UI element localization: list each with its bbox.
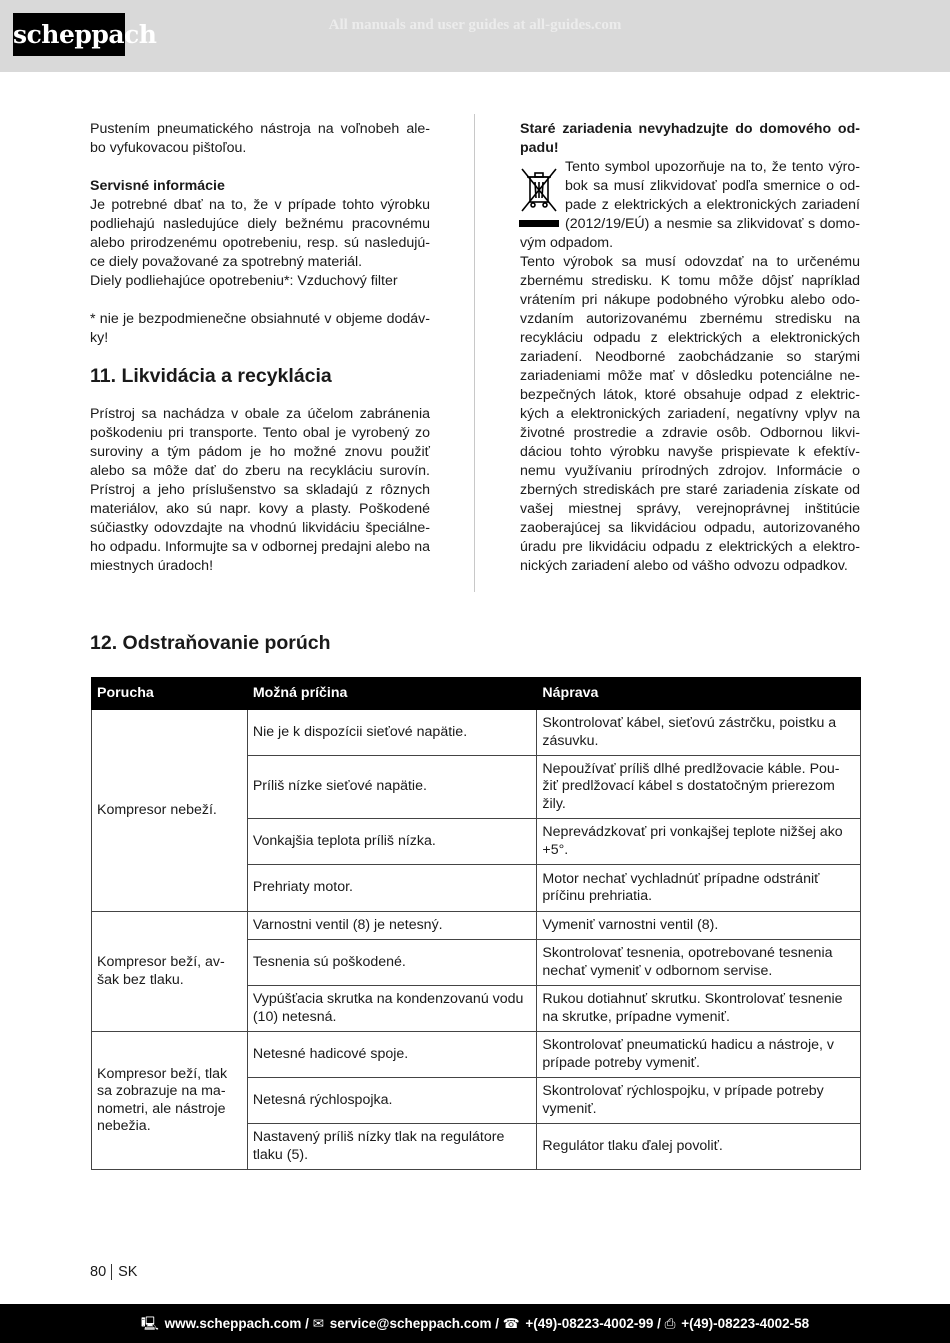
remedy-cell: Skontrolovať pneumatickú hadicu a nástroje, v prípade potreby vymeniť. [537,1032,861,1078]
column-divider [474,114,475,592]
column-header: Možná príčina [247,678,537,710]
phone-icon: ☎ [502,1316,520,1331]
table-row [92,1032,861,1078]
section-11-title: 11. Likvidácia a recyklácia [90,365,332,387]
left-column [90,120,430,576]
remedy-cell: Vymeniť varnostni ventil (8). [537,912,861,940]
fault-cell: Kompresor beží, av-šak bez tlaku. [92,912,248,1032]
remedy-cell: Regulátor tlaku ďalej povoliť. [537,1124,861,1170]
watermark-text: All manuals and user guides at all-guides.com [328,17,622,33]
disposal-heading: Staré zariadenia nevyhadzujte do domového od-padu! [520,121,860,156]
cause-cell: Nastavený príliš nízky tlak na regulátore tlaku (5). [247,1124,537,1170]
column-header: Porucha [92,678,248,710]
disposal-paragraph: Tento výrobok sa musí odovzdať na to určenému zbernému stredisku. K tomu môže dôjsť napríklad vrátením pri nákupe podobného výrobku alebo odo-vzdaním autorizovanému zbernému stredisku na recykláciu odpadu z elektrických a elektronických zariadení. Neodborné zaobchádzanie so starými zariadeniami môže mať v dôsledku potenciálne ne-bezpečných látok, ktoré obsahuje odpad z elektric-kých a elektronických zariadení, negatívny vplyv na životné prostredie a zdravie osôb. Odbornou likvi-dáciou tohto výrobku navyše prispievate k efektív-nemu využívaniu prírodných zdrojov. Informácie o zberných strediskách pre staré zariadenia získate od vašej miestnej správy, verejnoprávnej inštitúcie zaoberajúcej sa likvidáciou odpadu, autorizovaného úradu pre likvidáciu odpadu z elektrických a elektro-nických zariadení alebo od vášho odvozu odpadkov. [520,254,860,574]
wear-parts-line: Diely podliehajúce opotrebeniu*: Vzduchový filter [90,273,398,289]
remedy-cell: Neprevádzkovať pri vonkajšej teplote nižšej ako +5°. [537,819,861,865]
table-row [92,710,861,756]
right-column [520,120,860,576]
footer-separator: / [653,1316,665,1331]
footer-separator: / [491,1316,503,1331]
footnote: * nie je bezpodmienečne obsiahnuté v objeme dodáv-ky! [90,311,430,346]
fault-cell: Kompresor nebeží. [92,710,248,912]
cause-cell: Tesnenia sú poškodené. [247,940,537,986]
table-row [92,912,861,940]
footer-bar [0,1304,950,1343]
section-11-paragraph: Prístroj sa nachádza v obale za účelom zabránenia poškodeniu pri transporte. Tento obal je vyrobený zo suroviny a tým pádom je ho možné znovu použiť alebo sa môže dať do zberu na recykláciu surovín. Prístroj a jeho príslušenstvo sa skladajú z rôznych materiálov, ako sú napr. kovy a plasty. Poškodené súčiastky odovzdajte na vhodnú likvidáciu špeciálne-ho odpadu. Informujte sa v odbornej predajni alebo na miestnych úradoch! [90,406,430,574]
remedy-cell: Skontrolovať tesnenia, opotrebované tesnenia nechať vymeniť v odbornom servise. [537,940,861,986]
fault-cell: Kompresor beží, tlak sa zobrazuje na ma-nometri, ale nástroje nebežia. [92,1032,248,1170]
cause-cell: Vonkajšia teplota príliš nízka. [247,819,537,865]
cause-cell: Príliš nízke sieťové napätie. [247,756,537,819]
page-number-value: 80 [90,1264,107,1280]
cause-cell: Netesná rýchlospojka. [247,1078,537,1124]
footer-website-link[interactable]: www.scheppach.com [164,1316,302,1331]
remedy-cell: Rukou dotiahnuť skrutku. Skontrolovať tesnenie na skrutke, prípadne vymeniť. [537,986,861,1032]
table-header-row [92,678,861,710]
cause-cell: Prehriaty motor. [247,865,537,912]
symbol-paragraph: Tento symbol upozorňuje na to, že tento výro-bok sa musí zlikvidovať podľa smernice o od-pade z elektrických a elektronických zariadení (2012/19/EÚ) a nesmie sa zlikvidovať s domo-vým odpadom. [520,159,860,251]
service-heading: Servisné informácie [90,178,225,194]
mail-icon: ✉ [312,1316,324,1331]
troubleshooting-table [91,677,861,1170]
cause-cell: Netesné hadicové spoje. [247,1032,537,1078]
remedy-cell: Skontrolovať kábel, sieťovú zástrčku, poistku a zásuvku. [537,710,861,756]
crossed-bin-icon [519,165,559,229]
header-bar [0,0,950,72]
intro-paragraph: Pustením pneumatického nástroja na voľnobeh ale-bo vyfukovacou pištoľou. [90,121,430,156]
page-number [90,1264,137,1280]
column-header: Náprava [537,678,861,710]
footer-separator: / [301,1316,313,1331]
page-language: SK [118,1264,138,1280]
computer-icon: 🖳 [140,1316,159,1331]
brand-logo: scheppach [13,13,125,56]
remedy-cell: Motor nechať vychladnúť prípadne odstrániť príčinu prehriatia. [537,865,861,912]
remedy-cell: Nepoužívať príliš dlhé predlžovacie káble. Pou-žiť predlžovací kábel s dostatočným prierezom žily. [537,756,861,819]
fax-icon: ⎙ [664,1316,676,1331]
footer-phone: +(49)-08223-4002-99 [525,1316,654,1331]
section-12-title: 12. Odstraňovanie porúch [90,632,331,654]
service-paragraph: Je potrebné dbať na to, že v prípade tohto výrobku podliehajú nasledujúce diely bežnému pracovnému alebo prirodzenému opotrebeniu, resp. sú nasledujú-ce diely považované za spotrebný materiál. [90,197,430,270]
cause-cell: Vypúšťacia skrutka na kondenzovanú vodu (10) netesná. [247,986,537,1032]
remedy-cell: Skontrolovať rýchlospojku, v prípade potreby vymeniť. [537,1078,861,1124]
footer-email-link[interactable]: service@scheppach.com [329,1316,492,1331]
footer-fax: +(49)-08223-4002-58 [681,1316,810,1331]
cause-cell: Varnostni ventil (8) je netesný. [247,912,537,940]
cause-cell: Nie je k dispozícii sieťové napätie. [247,710,537,756]
